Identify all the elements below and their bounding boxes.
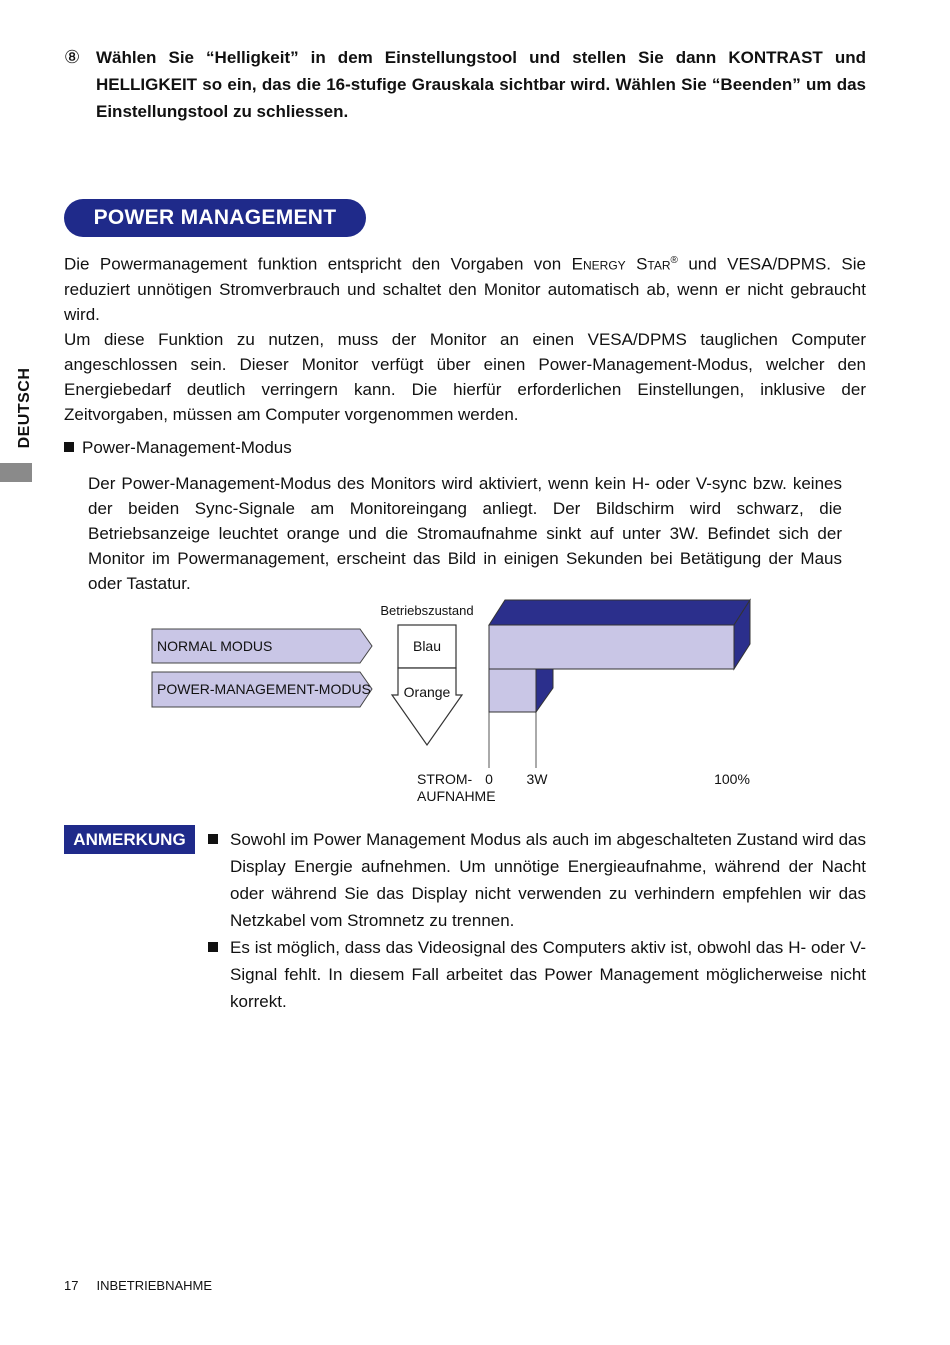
square-bullet-icon <box>64 442 74 452</box>
status-header: Betriebszustand <box>380 603 474 618</box>
modus-heading-label: Power-Management-Modus <box>82 438 292 457</box>
normal-bar-top <box>489 600 750 625</box>
pm-bar-front <box>489 669 536 712</box>
note-item <box>206 826 866 934</box>
led-orange-arrow <box>392 668 462 745</box>
square-bullet-icon <box>208 942 218 952</box>
power-mode-diagram <box>0 596 950 811</box>
axis-title-line1: STROM- <box>417 771 473 787</box>
axis-title-line2: AUFNAHME <box>417 788 496 804</box>
language-label: DEUTSCH <box>16 367 33 449</box>
note-item <box>206 934 866 1015</box>
step-8 <box>64 44 866 125</box>
language-side-tab <box>14 362 36 454</box>
energy-star-brand: Energy Star <box>571 254 671 274</box>
led-orange-label: Orange <box>403 684 451 700</box>
registered-mark: ® <box>670 255 678 266</box>
normal-bar-front <box>489 625 734 669</box>
led-blue-label: Blau <box>412 638 442 654</box>
intro-paragraph-1: Die Powermanagement funktion entspricht den Vorgaben von Energy Star® und VESA/DPMS. Sie reduziert unnötigen Stromverbrauch und schaltet den Monitor automatisch ab, wenn er nicht gebraucht wird. <box>64 254 867 324</box>
note-label: ANMERKUNG <box>64 825 195 854</box>
modus-description: Der Power-Management-Modus des Monitors wird aktiviert, wenn kein H- oder V-sync bzw. keines der beiden Sync-Signale am Monitoreingang anliegt. Der Bildschirm wird schwarz, die Betriebsanzeige leuchtet orange und die Stromaufnahme sinkt auf unter 3W. Befindet sich der Monitor im Powermanagement, erscheint das Bild in einigen Sekunden bei Betätigung der Maus oder Tastatur. <box>88 474 842 593</box>
pm-mode-label: POWER-MANAGEMENT-MODUS <box>157 681 371 697</box>
note-text-2: Es ist möglich, dass das Videosignal des Computers aktiv ist, obwohl das H- oder V- Signal fehlt. In diesem Fall arbeitet das Power Management möglicherweise nicht korrekt. <box>230 938 866 1011</box>
axis-tick-0: 0 <box>485 771 493 787</box>
modus-heading <box>64 436 292 460</box>
axis-tick-100: 100% <box>714 771 750 787</box>
footer-section: INBETRIEBNAHME <box>96 1278 213 1293</box>
intro-text <box>64 248 866 427</box>
axis-tick-3w: 3W <box>526 771 548 787</box>
normal-mode-bar <box>489 600 750 669</box>
normal-mode-label: NORMAL MODUS <box>157 638 273 654</box>
step-number: ⑧ <box>64 47 81 67</box>
language-side-marker <box>0 463 32 482</box>
note-text-1: Sowohl im Power Management Modus als auch im abgeschalteten Zustand wird das Display Energie aufnehmen. Um unnötige Energieaufnahme, während der Nacht oder während Sie das Display nicht verwenden zu verhindern empfehlen wir das Netzkabel vom Stromnetz zu trennen. <box>230 830 866 930</box>
pm-bar-side <box>536 669 553 712</box>
pm-mode-bar <box>489 669 553 712</box>
section-title: POWER MANAGEMENT <box>64 199 366 237</box>
page-footer <box>64 1277 212 1295</box>
square-bullet-icon <box>208 834 218 844</box>
intro-paragraph-2: Um diese Funktion zu nutzen, muss der Monitor an einen VESA/DPMS tauglichen Computer angeschlossen sein. Dieser Monitor verfügt über einen Power-Management-Modus, welcher den Energiebedarf deutlich verringern kann. Die hierfür erforderlichen Einstellungen, inklusive der Zeitvorgaben, müssen am Computer vorgenommen werden. <box>64 329 866 424</box>
step-text: Wählen Sie “Helligkeit” in dem Einstellungstool und stellen Sie dann KONTRAST und HELLIGKEIT so ein, das die 16-stufige Grauskala sichtbar wird. Wählen Sie “Beenden” um das Einstellungstool zu schliessen. <box>96 48 866 121</box>
note-list <box>206 826 866 1015</box>
page-number: 17 <box>64 1278 79 1293</box>
